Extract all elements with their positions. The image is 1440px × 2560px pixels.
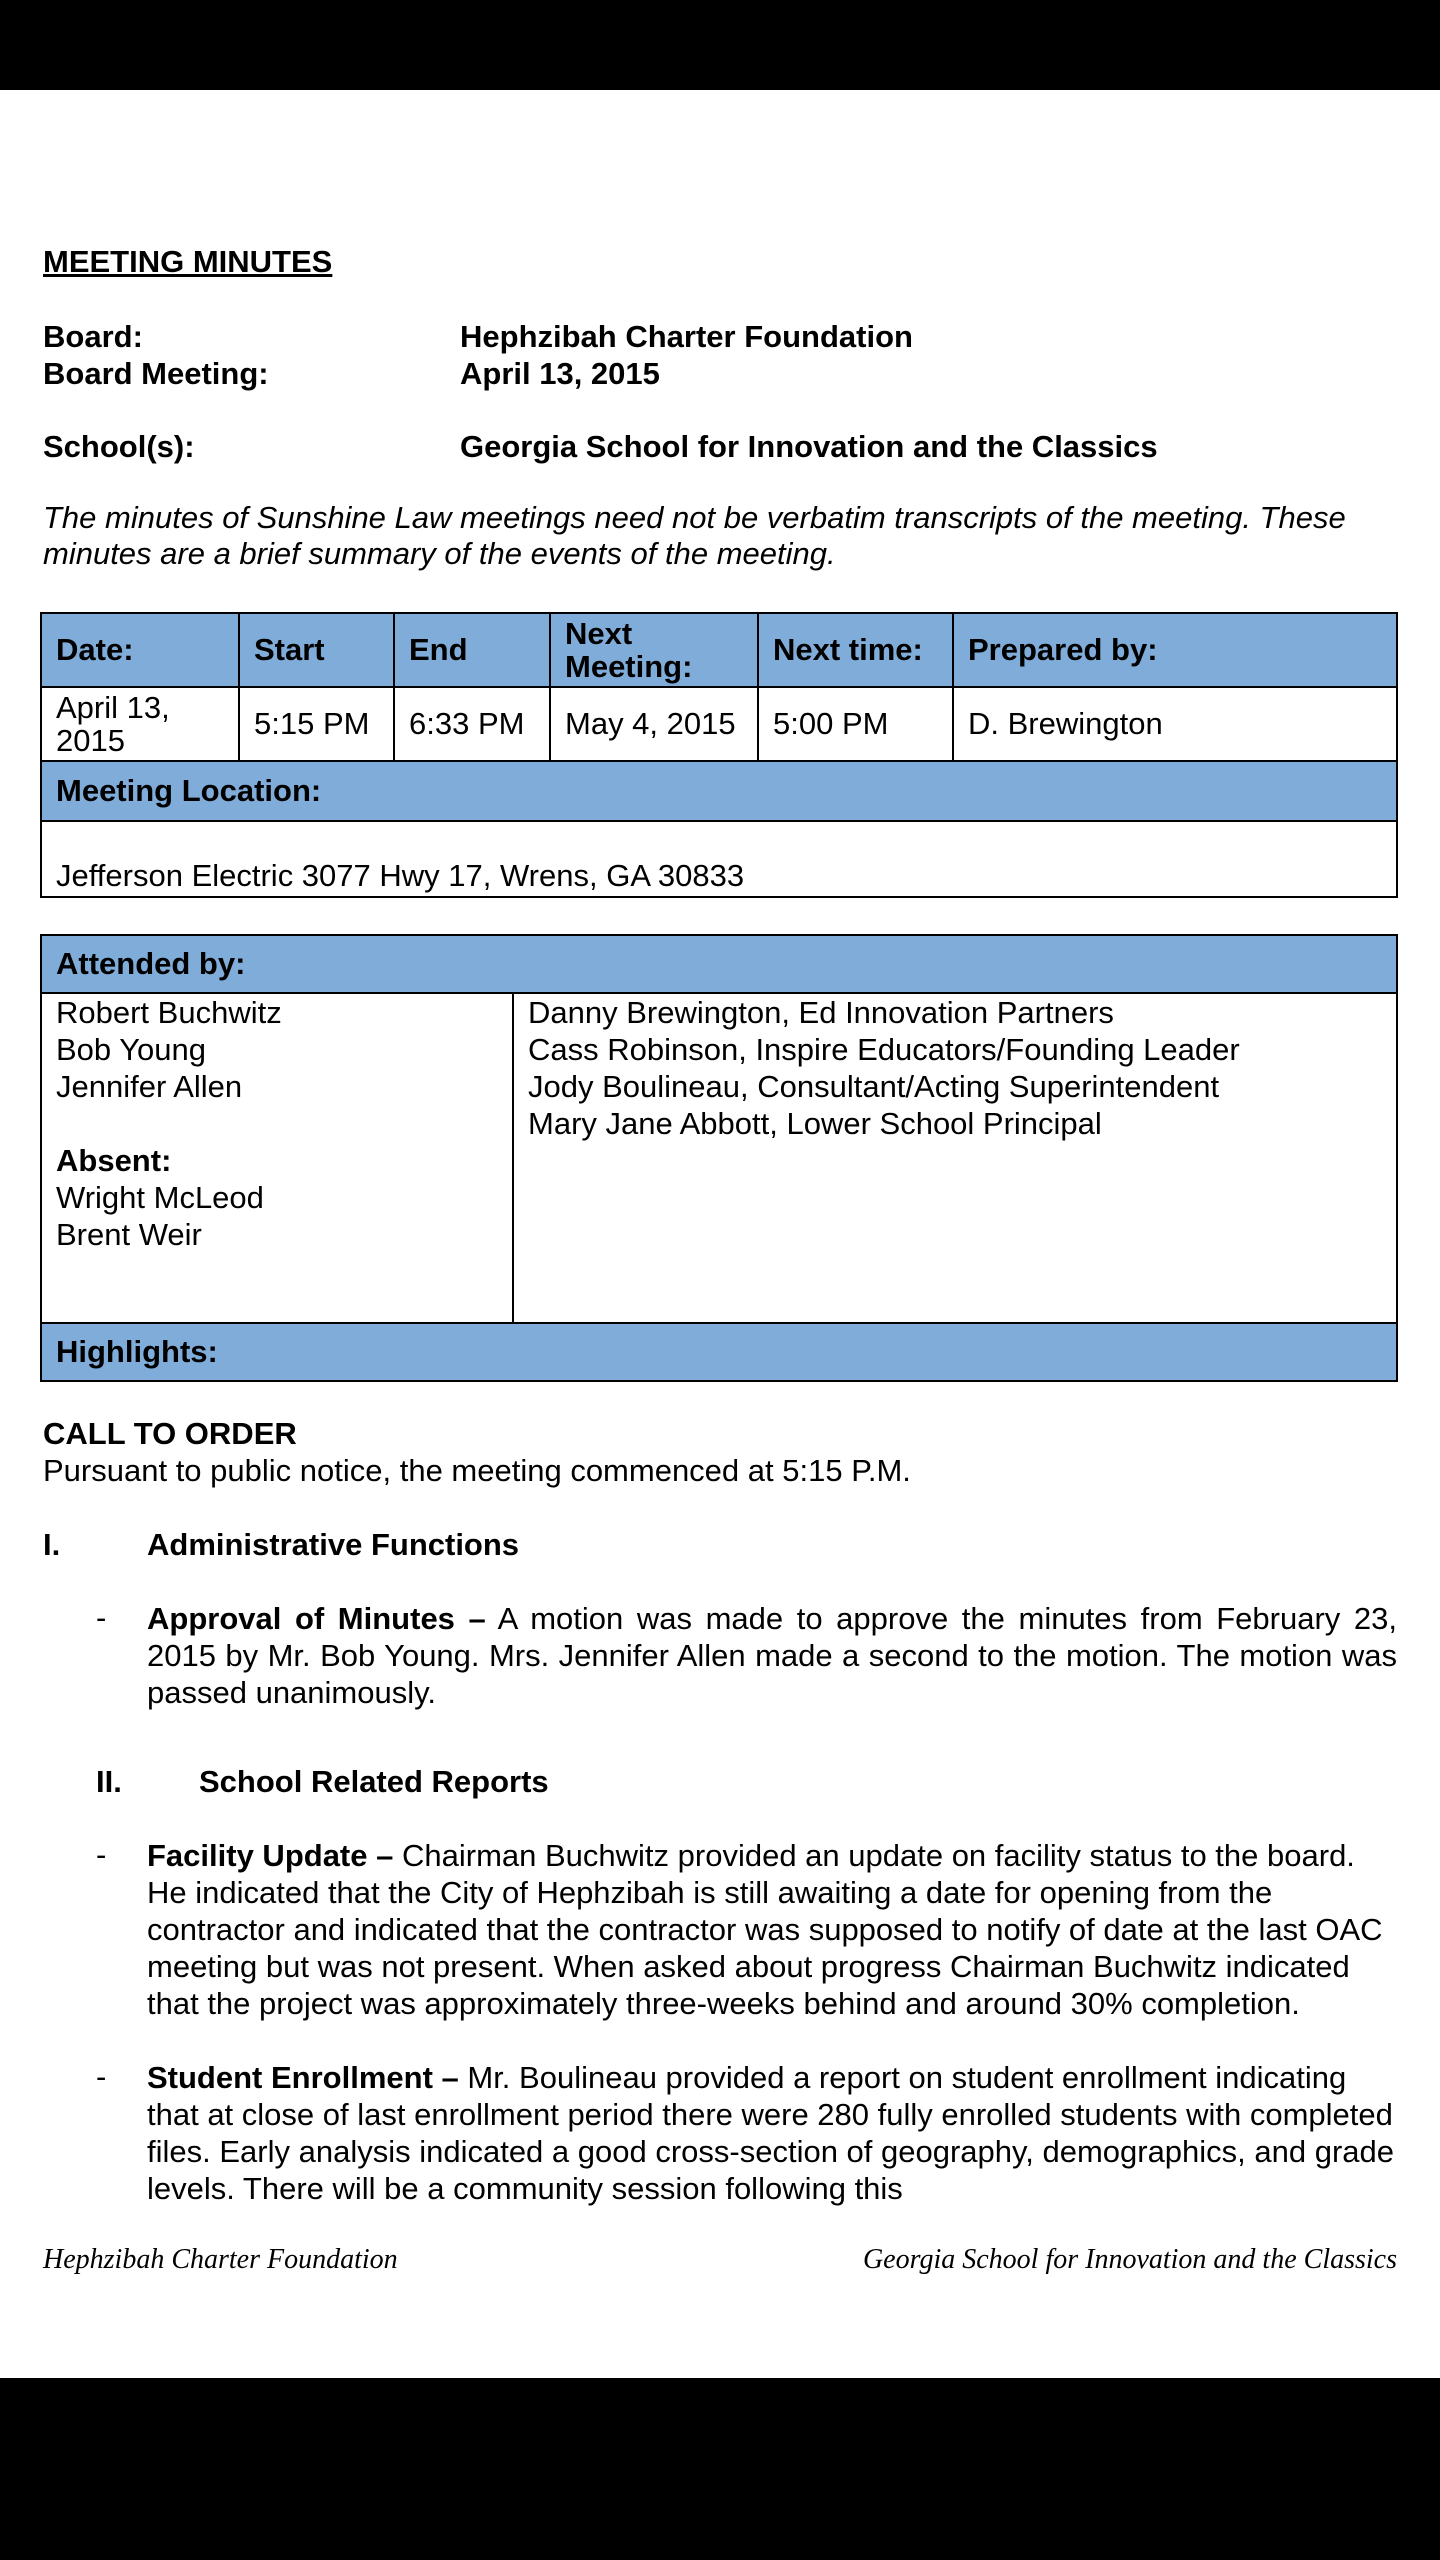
intro-text: The minutes of Sunshine Law meetings need not be verbatim transcripts of the meeting. These minutes are a brief summary of the events of the meeting. (43, 500, 1346, 571)
student-enrollment-title: Student Enrollment – (147, 2060, 459, 2095)
section-2-number: II. (96, 1764, 122, 1799)
meeting-location-label: Meeting Location: (41, 761, 1397, 821)
bullet-dash: - (96, 1600, 107, 1635)
school-value: Georgia School for Innovation and the Classics (460, 429, 1158, 464)
date-cell: April 13, 2015 (41, 687, 239, 761)
school-label: School(s): (43, 429, 195, 464)
board-label: Board: (43, 319, 143, 354)
section-1-title: Administrative Functions (147, 1527, 520, 1562)
facility-update-title: Facility Update – (147, 1838, 394, 1873)
student-enrollment-text: Mr. Boulineau provided a report on student enrollment indicating that at close of last enrollment period there were 280 fully enrolled students with completed files. Early analysis indicated a good cross-section of geography, demographics, and grade levels. There will be a community session following this (147, 2060, 1395, 2206)
next-time-cell: 5:00 PM (758, 687, 953, 761)
footer-left: Hephzibah Charter Foundation (43, 2244, 398, 2275)
table-header-row (41, 613, 1397, 687)
end-header: End (394, 613, 550, 687)
highlights-label: Highlights: (41, 1323, 1397, 1381)
start-cell: 5:15 PM (239, 687, 394, 761)
date-header: Date: (41, 613, 239, 687)
attendance-table (40, 934, 1398, 1382)
list-item: Robert Buchwitz (56, 995, 282, 1030)
facility-update-item (147, 1837, 1397, 2022)
footer-right: Georgia School for Innovation and the Classics (862, 2244, 1397, 2275)
approval-of-minutes-title: Approval of Minutes – (147, 1601, 486, 1636)
list-item: Brent Weir (56, 1217, 202, 1252)
bullet-dash: - (96, 1837, 107, 1872)
list-item: Mary Jane Abbott, Lower School Principal (528, 1106, 1102, 1141)
student-enrollment-item (147, 2059, 1397, 2207)
next-time-header: Next time: (758, 613, 953, 687)
absent-label: Absent: (56, 1143, 172, 1178)
facility-update-text: Chairman Buchwitz provided an update on facility status to the board. He indicated that the City of Hephzibah is still awaiting a date for opening from the contractor and indicated that the contractor was supposed to notify of date at the last OAC meeting but was not present. When asked about progress Chairman Buchwitz indicated that the project was approximately three-weeks behind and around 30% completion. (147, 1838, 1383, 2021)
attended-by-label: Attended by: (41, 935, 1397, 993)
board-meeting-label: Board Meeting: (43, 356, 269, 391)
section-2-title: School Related Reports (199, 1764, 549, 1799)
meeting-location-value: Jefferson Electric 3077 Hwy 17, Wrens, GA 30833 (41, 821, 1397, 897)
prepared-by-cell: D. Brewington (953, 687, 1397, 761)
next-meeting-header: Next Meeting: (550, 613, 758, 687)
call-to-order-text: Pursuant to public notice, the meeting commenced at 5:15 P.M. (43, 1453, 911, 1488)
document-page (0, 90, 1440, 2378)
start-header: Start (239, 613, 394, 687)
bullet-dash: - (96, 2059, 107, 2094)
list-item: Bob Young (56, 1032, 207, 1067)
section-1-number: I. (43, 1527, 61, 1562)
list-item: Jennifer Allen (56, 1069, 243, 1104)
board-meeting-value: April 13, 2015 (460, 356, 660, 391)
approval-of-minutes-item (147, 1600, 1397, 1711)
end-cell: 6:33 PM (394, 687, 550, 761)
meeting-info-table (40, 612, 1398, 898)
attendees-board (41, 993, 513, 1323)
prepared-by-header: Prepared by: (953, 613, 1397, 687)
next-meeting-cell: May 4, 2015 (550, 687, 758, 761)
list-item: Jody Boulineau, Consultant/Acting Superintendent (528, 1069, 1220, 1104)
document-title: MEETING MINUTES (43, 244, 333, 279)
attendees-guests (513, 993, 1397, 1323)
call-to-order-heading: CALL TO ORDER (43, 1416, 297, 1451)
list-item: Danny Brewington, Ed Innovation Partners (528, 995, 1114, 1030)
list-item: Wright McLeod (56, 1180, 264, 1215)
list-item: Cass Robinson, Inspire Educators/Founding Leader (528, 1032, 1240, 1067)
board-value: Hephzibah Charter Foundation (460, 319, 913, 354)
approval-of-minutes-text: A motion was made to approve the minutes from February 23, 2015 by Mr. Bob Young. Mrs. Jennifer Allen made a second to the motion. The motion was passed unanimously. (147, 1601, 1397, 1710)
table-row (41, 687, 1397, 761)
